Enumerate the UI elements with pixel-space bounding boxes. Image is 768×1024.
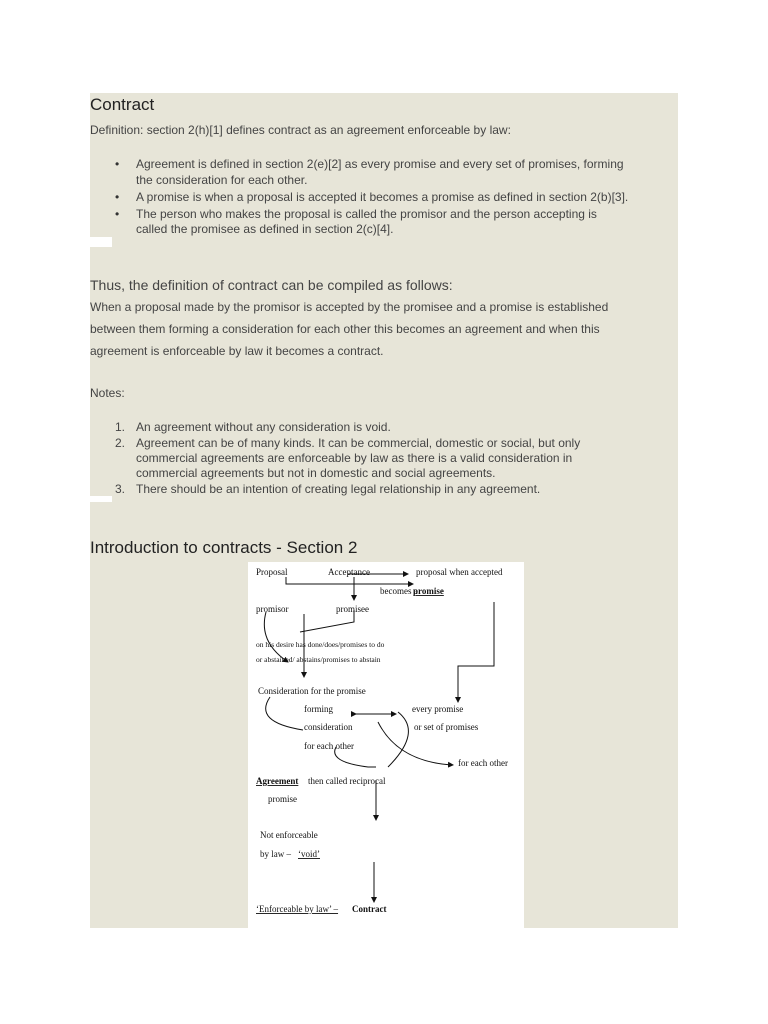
diagram-label: Agreement: [256, 776, 299, 786]
paragraph-line-1: When a proposal made by the promisor is accepted by the promisee and a promise is established: [90, 300, 609, 314]
note-number: 1.: [115, 420, 126, 434]
section-heading: Introduction to contracts - Section 2: [90, 538, 358, 557]
diagram-label: for each other: [304, 741, 354, 751]
panel-notch: [90, 496, 112, 502]
bullet-3-line-2: called the promisee as defined in section 2(c)[4].: [136, 222, 394, 236]
diagram-label: every promise: [412, 704, 464, 714]
diagram-label: then called reciprocal: [308, 776, 386, 786]
flow-arrow: [458, 602, 494, 702]
note-2-line-3: commercial agreements but not in domestic and social agreements.: [136, 466, 496, 480]
diagram-label: promisee: [336, 604, 369, 614]
bullet-1-line-1: Agreement is defined in section 2(e)[2] as every promise and every set of promises, forming: [136, 157, 624, 171]
notes-label: Notes:: [90, 386, 125, 400]
diagram-label: on his desire has done/does/promises to do: [256, 640, 385, 649]
diagram-label: for each other: [458, 758, 508, 768]
note-1-line-1: An agreement without any consideration is void.: [136, 420, 391, 434]
diagram-label: or abstained/ abstains/promises to abstain: [256, 655, 381, 664]
bullet-dot: •: [115, 157, 120, 171]
note-2-line-2: commercial agreements are enforceable by law as there is a valid consideration in: [136, 451, 573, 465]
diagram-label: forming: [304, 704, 333, 714]
diagram-label: becomes a: [380, 586, 418, 596]
diagram-label: promise: [413, 586, 444, 596]
diagram-label: Acceptance: [328, 567, 370, 577]
panel-notch: [90, 237, 112, 247]
diagram-label: Contract: [352, 904, 387, 914]
diagram-label: ‘void’: [298, 849, 320, 859]
paragraph-line-3: agreement is enforceable by law it becomes a contract.: [90, 344, 384, 358]
page-title: Contract: [90, 95, 155, 114]
note-3-line-1: There should be an intention of creating legal relationship in any agreement.: [136, 482, 541, 496]
bullet-1-line-2: the consideration for each other.: [136, 173, 308, 187]
flow-line: [388, 712, 408, 767]
diagram-label: by law –: [260, 849, 291, 859]
diagram-label: consideration: [304, 722, 353, 732]
bullet-2-line-1: A promise is when a proposal is accepted it becomes a promise as defined in section 2(b)[3].: [136, 190, 629, 204]
diagram-label: ‘Enforceable by law’ –: [256, 904, 339, 914]
note-2-line-1: Agreement can be of many kinds. It can be commercial, domestic or social, but only: [136, 436, 581, 450]
note-number: 3.: [115, 482, 126, 496]
flow-arrow: [286, 577, 413, 584]
bullet-dot: •: [115, 190, 120, 204]
diagram-label: promise: [268, 794, 297, 804]
flow-line: [266, 697, 303, 730]
contract-flow-diagram: [248, 562, 524, 928]
diagram-label: Not enforceable: [260, 830, 318, 840]
bullet-3-line-1: The person who makes the proposal is called the promisor and the person accepting is: [136, 207, 597, 221]
paragraph-line-2: between them forming a consideration for each other this becomes an agreement and when this: [90, 322, 600, 336]
diagram-label: proposal when accepted: [416, 567, 503, 577]
note-number: 2.: [115, 436, 126, 450]
bullet-dot: •: [115, 207, 120, 221]
thus-heading: Thus, the definition of contract can be compiled as follows:: [90, 277, 453, 293]
diagram-label: Consideration for the promise: [258, 686, 366, 696]
diagram-label: Proposal: [256, 567, 288, 577]
definition-text: Definition: section 2(h)[1] defines contract as an agreement enforceable by law:: [90, 123, 511, 137]
diagram-label: or set of promises: [414, 722, 479, 732]
diagram-label: promisor: [256, 604, 289, 614]
